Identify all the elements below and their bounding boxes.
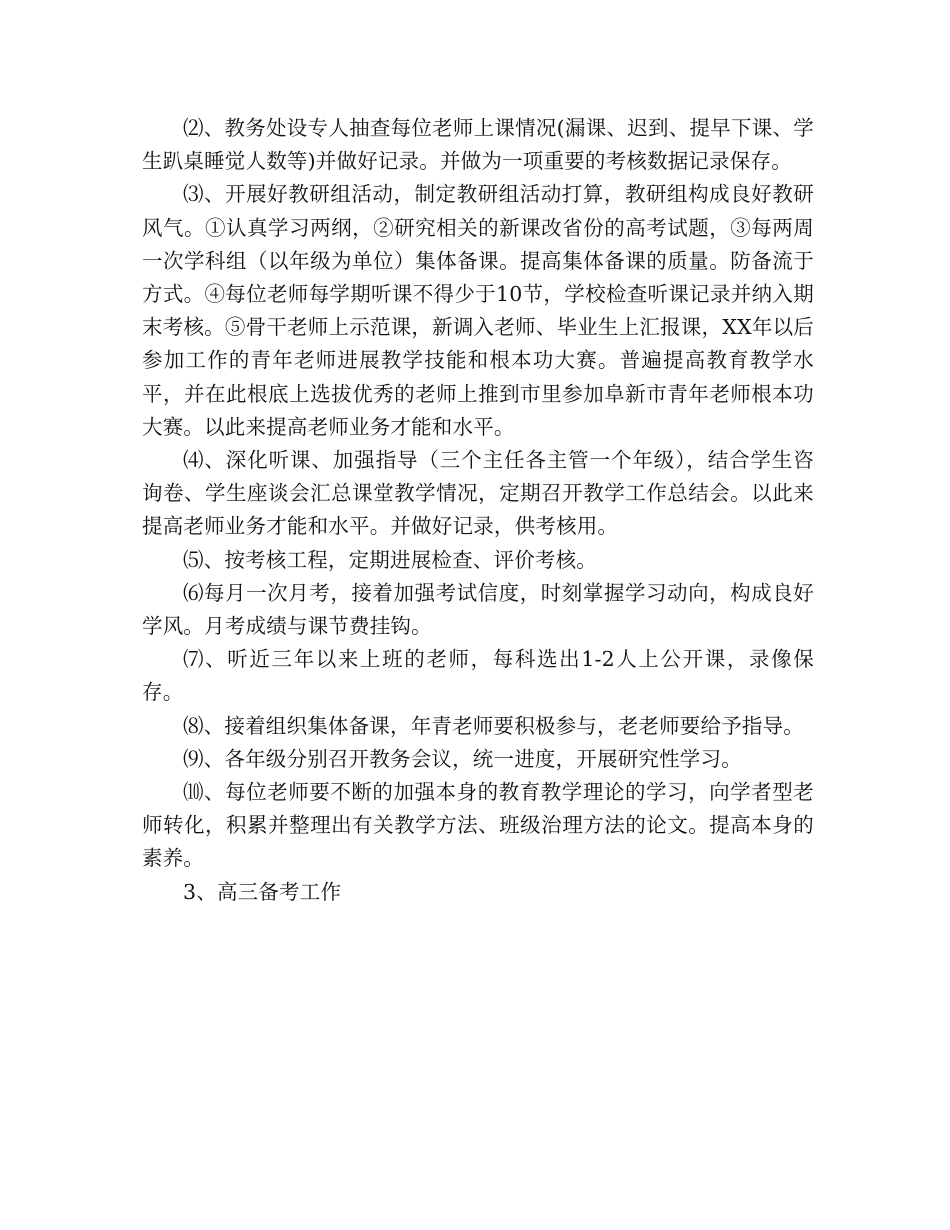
paragraph-8-collective-prep: ⑻、接着组织集体备课，年青老师要积极参与，老老师要给予指导。 [183,713,804,738]
paragraph-3-teaching-research: ⑶、开展好教研组活动，制定教研组活动打算，教研组构成良好教研风气。①认真学习两纲，②研究相关的新课改省份的高考试题，③每两周一次学科组（以年级为单位）集体备课。提高集体备课的质量。防备流于方式。④每位老师每学期听课不得少于10节，学校检查听课记录并纳入期末考核。⑤骨干老师上示范课，新调入老师、毕业生上汇报课，XX年以后参加工作的青年老师进展教学技能和根本功大赛。普遍提高教育教学水平，并在此根底上选拔优秀的老师上推到市里参加阜新市青年老师根本功大赛。以此来提高老师业务才能和水平。 [142,182,814,439]
paragraph-10-self-study: ⑽、每位老师要不断的加强本身的教育教学理论的学习，向学者型老师转化，积累并整理出有关教学方法、班级治理方法的论文。提高本身的素养。 [142,780,814,871]
paragraph-6-monthly-exam: ⑹每月一次月考，接着加强考试信度，时刻掌握学习动向，构成良好学风。月考成绩与课节费挂钩。 [142,580,814,639]
paragraph-7-open-class: ⑺、听近三年以来上班的老师，每科选出1-2人上公开课，录像保存。 [142,647,814,705]
paragraph-5-assessment: ⑸、按考核工程，定期进展检查、评价考核。 [183,547,597,572]
section-heading-senior-three: 3、高三备考工作 [183,879,342,904]
paragraph-4-lesson-observation: ⑷、深化听课、加强指导（三个主任各主管一个年级），结合学生咨询卷、学生座谈会汇总课堂教学情况，定期召开教学工作总结会。以此来提高老师业务才能和水平。并做好记录，供考核用。 [142,448,814,539]
document-page [142,112,814,909]
paragraph-9-academic-meeting: ⑼、各年级分别召开教务会议，统一进度，开展研究性学习。 [183,746,742,771]
paragraph-2-spot-check: ⑵、教务处设专人抽查每位老师上课情况(漏课、迟到、提早下课、学生趴桌睡觉人数等)并做好记录。并做为一项重要的考核数据记录保存。 [142,116,814,174]
